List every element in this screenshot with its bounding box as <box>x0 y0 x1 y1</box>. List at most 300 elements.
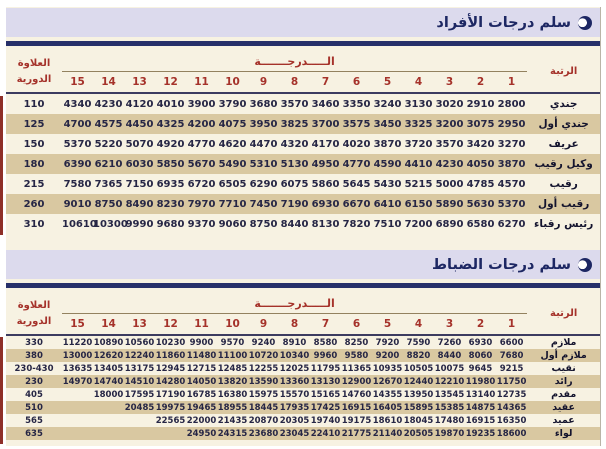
salary-cell: 4450 <box>125 118 154 130</box>
salary-cell: 15165 <box>310 389 341 400</box>
salary-cell: 4170 <box>311 138 340 150</box>
salary-cell: 3460 <box>311 98 340 110</box>
salary-cell: 5070 <box>125 138 154 150</box>
table-row <box>6 174 600 194</box>
salary-cell: 12240 <box>124 350 155 361</box>
salary-cell: 12620 <box>93 350 124 361</box>
salary-cell: 7200 <box>404 218 433 230</box>
salary-cell: 10890 <box>93 337 124 348</box>
salary-cell: 12210 <box>434 376 465 387</box>
salary-cell: 14510 <box>124 376 155 387</box>
salary-cell: 10560 <box>124 337 155 348</box>
salary-cell: 9010 <box>63 198 92 210</box>
allowance-cell: 635 <box>25 428 43 439</box>
salary-cell: 4340 <box>63 98 92 110</box>
crescent-circle-icon <box>578 258 592 272</box>
salary-cell: 3240 <box>373 98 402 110</box>
rank-cell: ملازم أول <box>540 350 587 361</box>
salary-cell: 4230 <box>435 158 464 170</box>
salary-cell: 17190 <box>155 389 186 400</box>
degree-number: 5 <box>372 314 403 336</box>
page-edge-line <box>0 337 3 444</box>
officers-salary-table <box>6 293 600 440</box>
degree-number: 2 <box>465 314 496 336</box>
salary-cell: 13000 <box>62 350 93 361</box>
salary-cell: 19235 <box>465 428 496 439</box>
salary-cell: 12945 <box>155 363 186 374</box>
table-row <box>6 401 600 414</box>
rank-cell: جندي <box>549 98 578 110</box>
salary-cell: 6505 <box>218 178 247 190</box>
salary-cell: 12025 <box>279 363 310 374</box>
salary-cell: 4570 <box>497 178 526 190</box>
salary-cell: 3020 <box>435 98 464 110</box>
salary-cell: 3570 <box>435 138 464 150</box>
salary-cell: 5000 <box>435 178 464 190</box>
salary-cell: 3825 <box>280 118 309 130</box>
salary-cell: 3075 <box>466 118 495 130</box>
degree-number: 15 <box>62 72 93 94</box>
salary-cell: 5220 <box>94 138 123 150</box>
rank-cell: نقيب <box>551 363 576 374</box>
salary-cell: 6390 <box>63 158 92 170</box>
salary-cell: 7365 <box>94 178 123 190</box>
salary-cell: 20485 <box>124 402 155 413</box>
salary-cell: 20505 <box>403 428 434 439</box>
page-edge-line <box>0 96 3 235</box>
salary-cell: 22565 <box>155 415 186 426</box>
rank-cell: عميد <box>552 415 575 426</box>
allowance-cell: 380 <box>25 350 43 361</box>
degree-number: 8 <box>279 72 310 94</box>
salary-cell: 4230 <box>94 98 123 110</box>
salary-cell <box>124 414 155 427</box>
salary-cell: 10505 <box>403 363 434 374</box>
salary-cell: 6270 <box>497 218 526 230</box>
allowance-column-header <box>6 293 62 335</box>
salary-cell: 16405 <box>372 402 403 413</box>
salary-cell: 6890 <box>435 218 464 230</box>
salary-cell <box>93 427 124 440</box>
degree-number: 13 <box>124 72 155 94</box>
salary-cell: 4410 <box>404 158 433 170</box>
salary-cell: 4620 <box>218 138 247 150</box>
salary-cell: 14970 <box>62 376 93 387</box>
rank-cell: عقيد <box>552 402 575 413</box>
salary-cell: 7970 <box>187 198 216 210</box>
individuals-section <box>6 8 600 234</box>
allowance-header-line1: العلاوة <box>17 57 51 69</box>
rank-cell: رئيس رقباء <box>534 218 594 230</box>
degree-number: 9 <box>248 72 279 94</box>
table-row <box>6 427 600 440</box>
salary-cell: 15895 <box>403 402 434 413</box>
salary-cell: 11220 <box>62 337 93 348</box>
salary-cell: 6930 <box>468 337 493 348</box>
degree-number: 6 <box>341 72 372 94</box>
salary-cell: 8230 <box>156 198 185 210</box>
salary-cell: 12735 <box>496 389 527 400</box>
salary-cell: 22000 <box>186 415 217 426</box>
rank-column-header: الرتبة <box>527 293 600 335</box>
salary-cell: 12715 <box>186 363 217 374</box>
salary-cell: 19740 <box>310 415 341 426</box>
salary-cell: 7590 <box>406 337 431 348</box>
salary-cell <box>62 401 93 414</box>
salary-cell: 12900 <box>341 376 372 387</box>
salary-cell: 2800 <box>497 98 526 110</box>
salary-cell: 3130 <box>404 98 433 110</box>
salary-cell: 9060 <box>218 218 247 230</box>
salary-cell: 3200 <box>435 118 464 130</box>
salary-cell: 19175 <box>341 415 372 426</box>
salary-cell: 7680 <box>499 350 524 361</box>
salary-cell: 14875 <box>465 402 496 413</box>
salary-cell: 5310 <box>249 158 278 170</box>
officers-section <box>6 250 600 440</box>
title-rule <box>6 41 600 46</box>
salary-cell: 18000 <box>93 389 124 400</box>
salary-cell: 9960 <box>313 350 338 361</box>
allowance-header-line1: العلاوة <box>17 299 51 311</box>
salary-cell: 16915 <box>341 402 372 413</box>
salary-cell: 4120 <box>125 98 154 110</box>
salary-cell: 5670 <box>187 158 216 170</box>
salary-cell: 18955 <box>217 402 248 413</box>
salary-cell: 5630 <box>466 198 495 210</box>
salary-cell: 11795 <box>310 363 341 374</box>
individuals-title-bar <box>6 8 600 37</box>
title-rule <box>6 283 600 288</box>
degree-number: 10 <box>217 72 248 94</box>
salary-cell: 4050 <box>466 158 495 170</box>
salary-cell: 15975 <box>248 389 279 400</box>
degree-number: 3 <box>434 314 465 336</box>
salary-cell: 17425 <box>310 402 341 413</box>
salary-cell: 5215 <box>404 178 433 190</box>
salary-cell: 9215 <box>499 363 524 374</box>
salary-cell: 11750 <box>496 376 527 387</box>
salary-cell: 6290 <box>249 178 278 190</box>
salary-cell: 12670 <box>372 376 403 387</box>
allowance-cell: 125 <box>23 118 45 130</box>
table-row <box>6 154 600 174</box>
salary-cell: 3700 <box>311 118 340 130</box>
salary-cell: 12255 <box>248 363 279 374</box>
salary-cell: 10935 <box>372 363 403 374</box>
salary-cell: 13360 <box>279 376 310 387</box>
salary-cell: 5370 <box>497 198 526 210</box>
salary-cell: 4770 <box>187 138 216 150</box>
salary-cell: 4075 <box>218 118 247 130</box>
salary-cell: 6030 <box>125 158 154 170</box>
officers-title-bar <box>6 250 600 279</box>
salary-cell: 9645 <box>468 363 493 374</box>
salary-cell: 19465 <box>186 402 217 413</box>
salary-cell: 8750 <box>249 218 278 230</box>
salary-cell: 3720 <box>404 138 433 150</box>
rank-cell: عريف <box>548 138 579 150</box>
salary-cell: 5430 <box>373 178 402 190</box>
salary-cell: 16350 <box>496 415 527 426</box>
salary-cell: 4200 <box>187 118 216 130</box>
salary-cell: 9900 <box>189 337 214 348</box>
salary-cell: 10230 <box>155 337 186 348</box>
degree-number: 1 <box>496 314 527 336</box>
salary-cell: 8910 <box>282 337 307 348</box>
salary-cell: 6600 <box>499 337 524 348</box>
salary-cell <box>62 414 93 427</box>
salary-cell: 16785 <box>186 389 217 400</box>
salary-cell: 23045 <box>279 428 310 439</box>
allowance-cell: 565 <box>25 415 43 426</box>
salary-cell <box>124 427 155 440</box>
salary-cell: 4010 <box>156 98 185 110</box>
degree-number: 12 <box>155 314 186 336</box>
table-row <box>6 134 600 154</box>
salary-cell: 19975 <box>155 402 186 413</box>
table-row <box>6 214 600 234</box>
degree-number: 8 <box>279 314 310 336</box>
salary-cell: 3450 <box>373 118 402 130</box>
salary-cell: 5890 <box>435 198 464 210</box>
salary-cell: 4950 <box>311 158 340 170</box>
salary-cell: 2950 <box>497 118 526 130</box>
salary-cell: 8490 <box>125 198 154 210</box>
salary-cell: 4920 <box>156 138 185 150</box>
salary-cell: 24315 <box>217 428 248 439</box>
salary-cell: 11860 <box>155 350 186 361</box>
salary-cell: 8820 <box>406 350 431 361</box>
degree-number: 9 <box>248 314 279 336</box>
salary-cell: 13175 <box>124 363 155 374</box>
salary-cell: 14050 <box>186 376 217 387</box>
salary-cell: 18045 <box>403 415 434 426</box>
degree-number: 15 <box>62 314 93 336</box>
salary-cell: 13405 <box>93 363 124 374</box>
rank-cell: ملازم <box>550 337 577 348</box>
salary-cell: 3575 <box>342 118 371 130</box>
table-row <box>6 194 600 214</box>
salary-cell: 8130 <box>311 218 340 230</box>
allowance-cell: 260 <box>23 198 45 210</box>
salary-cell: 2910 <box>466 98 495 110</box>
salary-cell: 6210 <box>94 158 123 170</box>
salary-cell: 6150 <box>404 198 433 210</box>
salary-cell: 12440 <box>403 376 434 387</box>
allowance-header-line2: الدورية <box>16 73 52 85</box>
rank-cell: رقيب <box>549 178 578 190</box>
salary-cell: 7920 <box>375 337 400 348</box>
salary-cell: 4770 <box>342 158 371 170</box>
salary-cell: 7580 <box>63 178 92 190</box>
salary-cell: 7190 <box>280 198 309 210</box>
salary-cell: 4325 <box>156 118 185 130</box>
salary-cell: 11980 <box>465 376 496 387</box>
salary-cell: 14740 <box>93 376 124 387</box>
salary-cell: 13950 <box>403 389 434 400</box>
degree-number: 7 <box>310 72 341 94</box>
salary-cell: 6935 <box>156 178 185 190</box>
degree-number: 13 <box>124 314 155 336</box>
salary-cell: 3870 <box>497 158 526 170</box>
salary-cell: 15385 <box>434 402 465 413</box>
salary-cell <box>155 427 186 440</box>
degree-column-header: الـــــدرجـــــــة <box>62 293 527 314</box>
allowance-column-header <box>6 51 62 93</box>
salary-cell: 5860 <box>311 178 340 190</box>
individuals-title: سلم درجات الأفراد <box>436 14 571 31</box>
salary-cell: 7260 <box>437 337 462 348</box>
salary-cell: 8250 <box>344 337 369 348</box>
salary-cell: 18600 <box>496 428 527 439</box>
salary-cell: 18610 <box>372 415 403 426</box>
degree-number: 11 <box>186 72 217 94</box>
salary-cell: 9580 <box>344 350 369 361</box>
salary-cell: 6580 <box>466 218 495 230</box>
salary-cell: 21775 <box>341 428 372 439</box>
salary-cell: 4575 <box>94 118 123 130</box>
rank-cell: رائد <box>554 376 573 387</box>
salary-cell: 11100 <box>217 350 248 361</box>
salary-cell: 16380 <box>217 389 248 400</box>
table-row <box>6 93 600 114</box>
allowance-header-line2: الدورية <box>16 315 52 327</box>
salary-cell: 24950 <box>186 428 217 439</box>
salary-cell: 12485 <box>217 363 248 374</box>
allowance-cell: 330 <box>25 337 43 348</box>
salary-cell: 6930 <box>311 198 340 210</box>
degree-number: 12 <box>155 72 186 94</box>
salary-cell <box>62 388 93 401</box>
salary-cell: 3870 <box>373 138 402 150</box>
salary-cell: 14280 <box>155 376 186 387</box>
salary-cell <box>62 427 93 440</box>
salary-cell: 4785 <box>466 178 495 190</box>
salary-cell: 4590 <box>373 158 402 170</box>
salary-cell: 13130 <box>310 376 341 387</box>
salary-cell: 9200 <box>375 350 400 361</box>
salary-cell: 6670 <box>342 198 371 210</box>
degree-number: 7 <box>310 314 341 336</box>
table-row <box>6 362 600 375</box>
salary-cell: 3790 <box>218 98 247 110</box>
salary-cell: 21435 <box>217 415 248 426</box>
salary-cell: 13590 <box>248 376 279 387</box>
salary-cell: 13635 <box>62 363 93 374</box>
salary-cell: 10610 <box>62 218 97 230</box>
salary-cell: 5370 <box>63 138 92 150</box>
salary-cell: 13820 <box>217 376 248 387</box>
rank-column-header: الرتبة <box>527 51 600 93</box>
degree-number: 3 <box>434 72 465 94</box>
salary-cell: 5490 <box>218 158 247 170</box>
salary-cell: 4020 <box>342 138 371 150</box>
salary-cell: 16915 <box>465 415 496 426</box>
salary-cell: 5645 <box>342 178 371 190</box>
allowance-cell: 150 <box>23 138 45 150</box>
degree-number: 5 <box>372 72 403 94</box>
degree-number: 4 <box>403 314 434 336</box>
salary-cell: 5130 <box>280 158 309 170</box>
salary-cell: 8750 <box>94 198 123 210</box>
allowance-cell: 110 <box>23 98 45 110</box>
salary-cell <box>93 401 124 414</box>
salary-cell: 3950 <box>249 118 278 130</box>
officers-title: سلم درجات الضباط <box>431 256 571 273</box>
salary-cell: 5850 <box>156 158 185 170</box>
salary-cell: 9370 <box>187 218 216 230</box>
allowance-cell: 310 <box>23 218 45 230</box>
salary-cell: 10300 <box>93 218 128 230</box>
salary-cell: 7450 <box>249 198 278 210</box>
salary-cell: 17935 <box>279 402 310 413</box>
table-row <box>6 114 600 134</box>
salary-cell: 3570 <box>280 98 309 110</box>
salary-cell: 3680 <box>249 98 278 110</box>
salary-cell: 11365 <box>341 363 372 374</box>
salary-cell: 14760 <box>341 389 372 400</box>
salary-cell <box>93 414 124 427</box>
salary-cell: 8440 <box>437 350 462 361</box>
salary-cell: 6075 <box>280 178 309 190</box>
salary-cell: 4320 <box>280 138 309 150</box>
salary-cell: 9990 <box>125 218 154 230</box>
salary-cell: 8580 <box>313 337 338 348</box>
salary-cell: 15570 <box>279 389 310 400</box>
degree-number: 2 <box>465 72 496 94</box>
salary-cell: 14365 <box>496 402 527 413</box>
degree-number: 11 <box>186 314 217 336</box>
salary-cell: 10340 <box>279 350 310 361</box>
salary-cell: 3350 <box>342 98 371 110</box>
salary-cell: 13545 <box>434 389 465 400</box>
salary-cell: 19870 <box>434 428 465 439</box>
salary-cell: 3900 <box>187 98 216 110</box>
table-row <box>6 335 600 349</box>
degree-number: 6 <box>341 314 372 336</box>
salary-cell: 3270 <box>497 138 526 150</box>
salary-cell: 18445 <box>248 402 279 413</box>
salary-cell: 6720 <box>187 178 216 190</box>
salary-cell: 7510 <box>373 218 402 230</box>
salary-cell: 9240 <box>251 337 276 348</box>
degree-number: 4 <box>403 72 434 94</box>
salary-cell: 3325 <box>404 118 433 130</box>
rank-cell: جندي أول <box>538 118 589 130</box>
salary-cell: 3420 <box>466 138 495 150</box>
salary-cell: 10720 <box>248 350 279 361</box>
allowance-cell: 230 <box>25 376 43 387</box>
salary-cell: 7150 <box>125 178 154 190</box>
salary-cell: 13140 <box>465 389 496 400</box>
allowance-cell: 405 <box>25 389 43 400</box>
individuals-salary-table <box>6 51 600 234</box>
degree-number: 14 <box>93 72 124 94</box>
salary-cell: 20305 <box>279 415 310 426</box>
degree-number: 1 <box>496 72 527 94</box>
salary-cell: 17595 <box>124 389 155 400</box>
salary-cell: 22410 <box>310 428 341 439</box>
salary-cell: 11480 <box>186 350 217 361</box>
salary-cell: 10075 <box>434 363 465 374</box>
salary-cell: 4470 <box>249 138 278 150</box>
salary-cell: 6410 <box>373 198 402 210</box>
page-content <box>6 7 601 446</box>
salary-cell: 17480 <box>434 415 465 426</box>
rank-cell: رقيب أول <box>538 198 590 210</box>
allowance-cell: 230-430 <box>14 363 54 374</box>
